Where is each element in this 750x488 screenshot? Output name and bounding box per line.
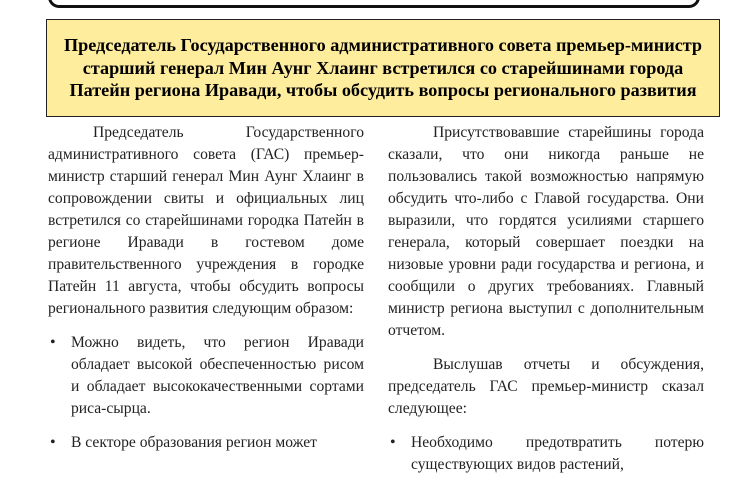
bullet-item: • Можно видеть, что регион Иравади обладает высокой обеспеченностью рисом и обладает высококачественными сортами риса-сырца.: [48, 332, 364, 420]
right-column: [388, 122, 704, 488]
right-bullet-list: [388, 432, 704, 476]
elders-paragraph: Присутствовавшие старейшины города сказали, что они никогда раньше не пользовались такой возможностью напрямую обсудить что-либо с Главой государства. Они выразили, что гордятся усилиями старшего генерала, который совершает поездки на низовые уровни ради государства и региона, и сообщили о других требованиях. Главный министр региона выступил с дополнительным отчетом.: [388, 124, 704, 339]
bullet-item: • В секторе образования регион может: [48, 432, 364, 454]
bullet-item: • Необходимо предотвратить потерю существующих видов растений,: [388, 432, 704, 476]
intro-paragraph: Председатель Государственного административного совета (ГАС) премьер-министр старший генерал Мин Аунг Хлаинг в сопровождении свиты и официальных лиц встретился со старейшинами городка Патейн в регионе Иравади в гостевом доме правительственного учреждения в городке Патейн 11 августа, чтобы обсудить вопросы регионального развития следующим образом:: [48, 124, 364, 317]
decorative-top-frame: [48, 0, 700, 8]
headline-box: [46, 19, 720, 117]
article-headline: Председатель Государственного административного совета премьер-министр старший генерал Мин Аунг Хлаинг встретился со старейшинами города Патейн региона Иравади, чтобы обсудить вопросы регионального развития: [63, 35, 703, 101]
response-paragraph: Выслушав отчеты и обсуждения, председатель ГАС премьер-министр сказал следующее:: [388, 356, 704, 417]
left-bullet-list: [48, 332, 364, 454]
left-column: [48, 122, 364, 466]
